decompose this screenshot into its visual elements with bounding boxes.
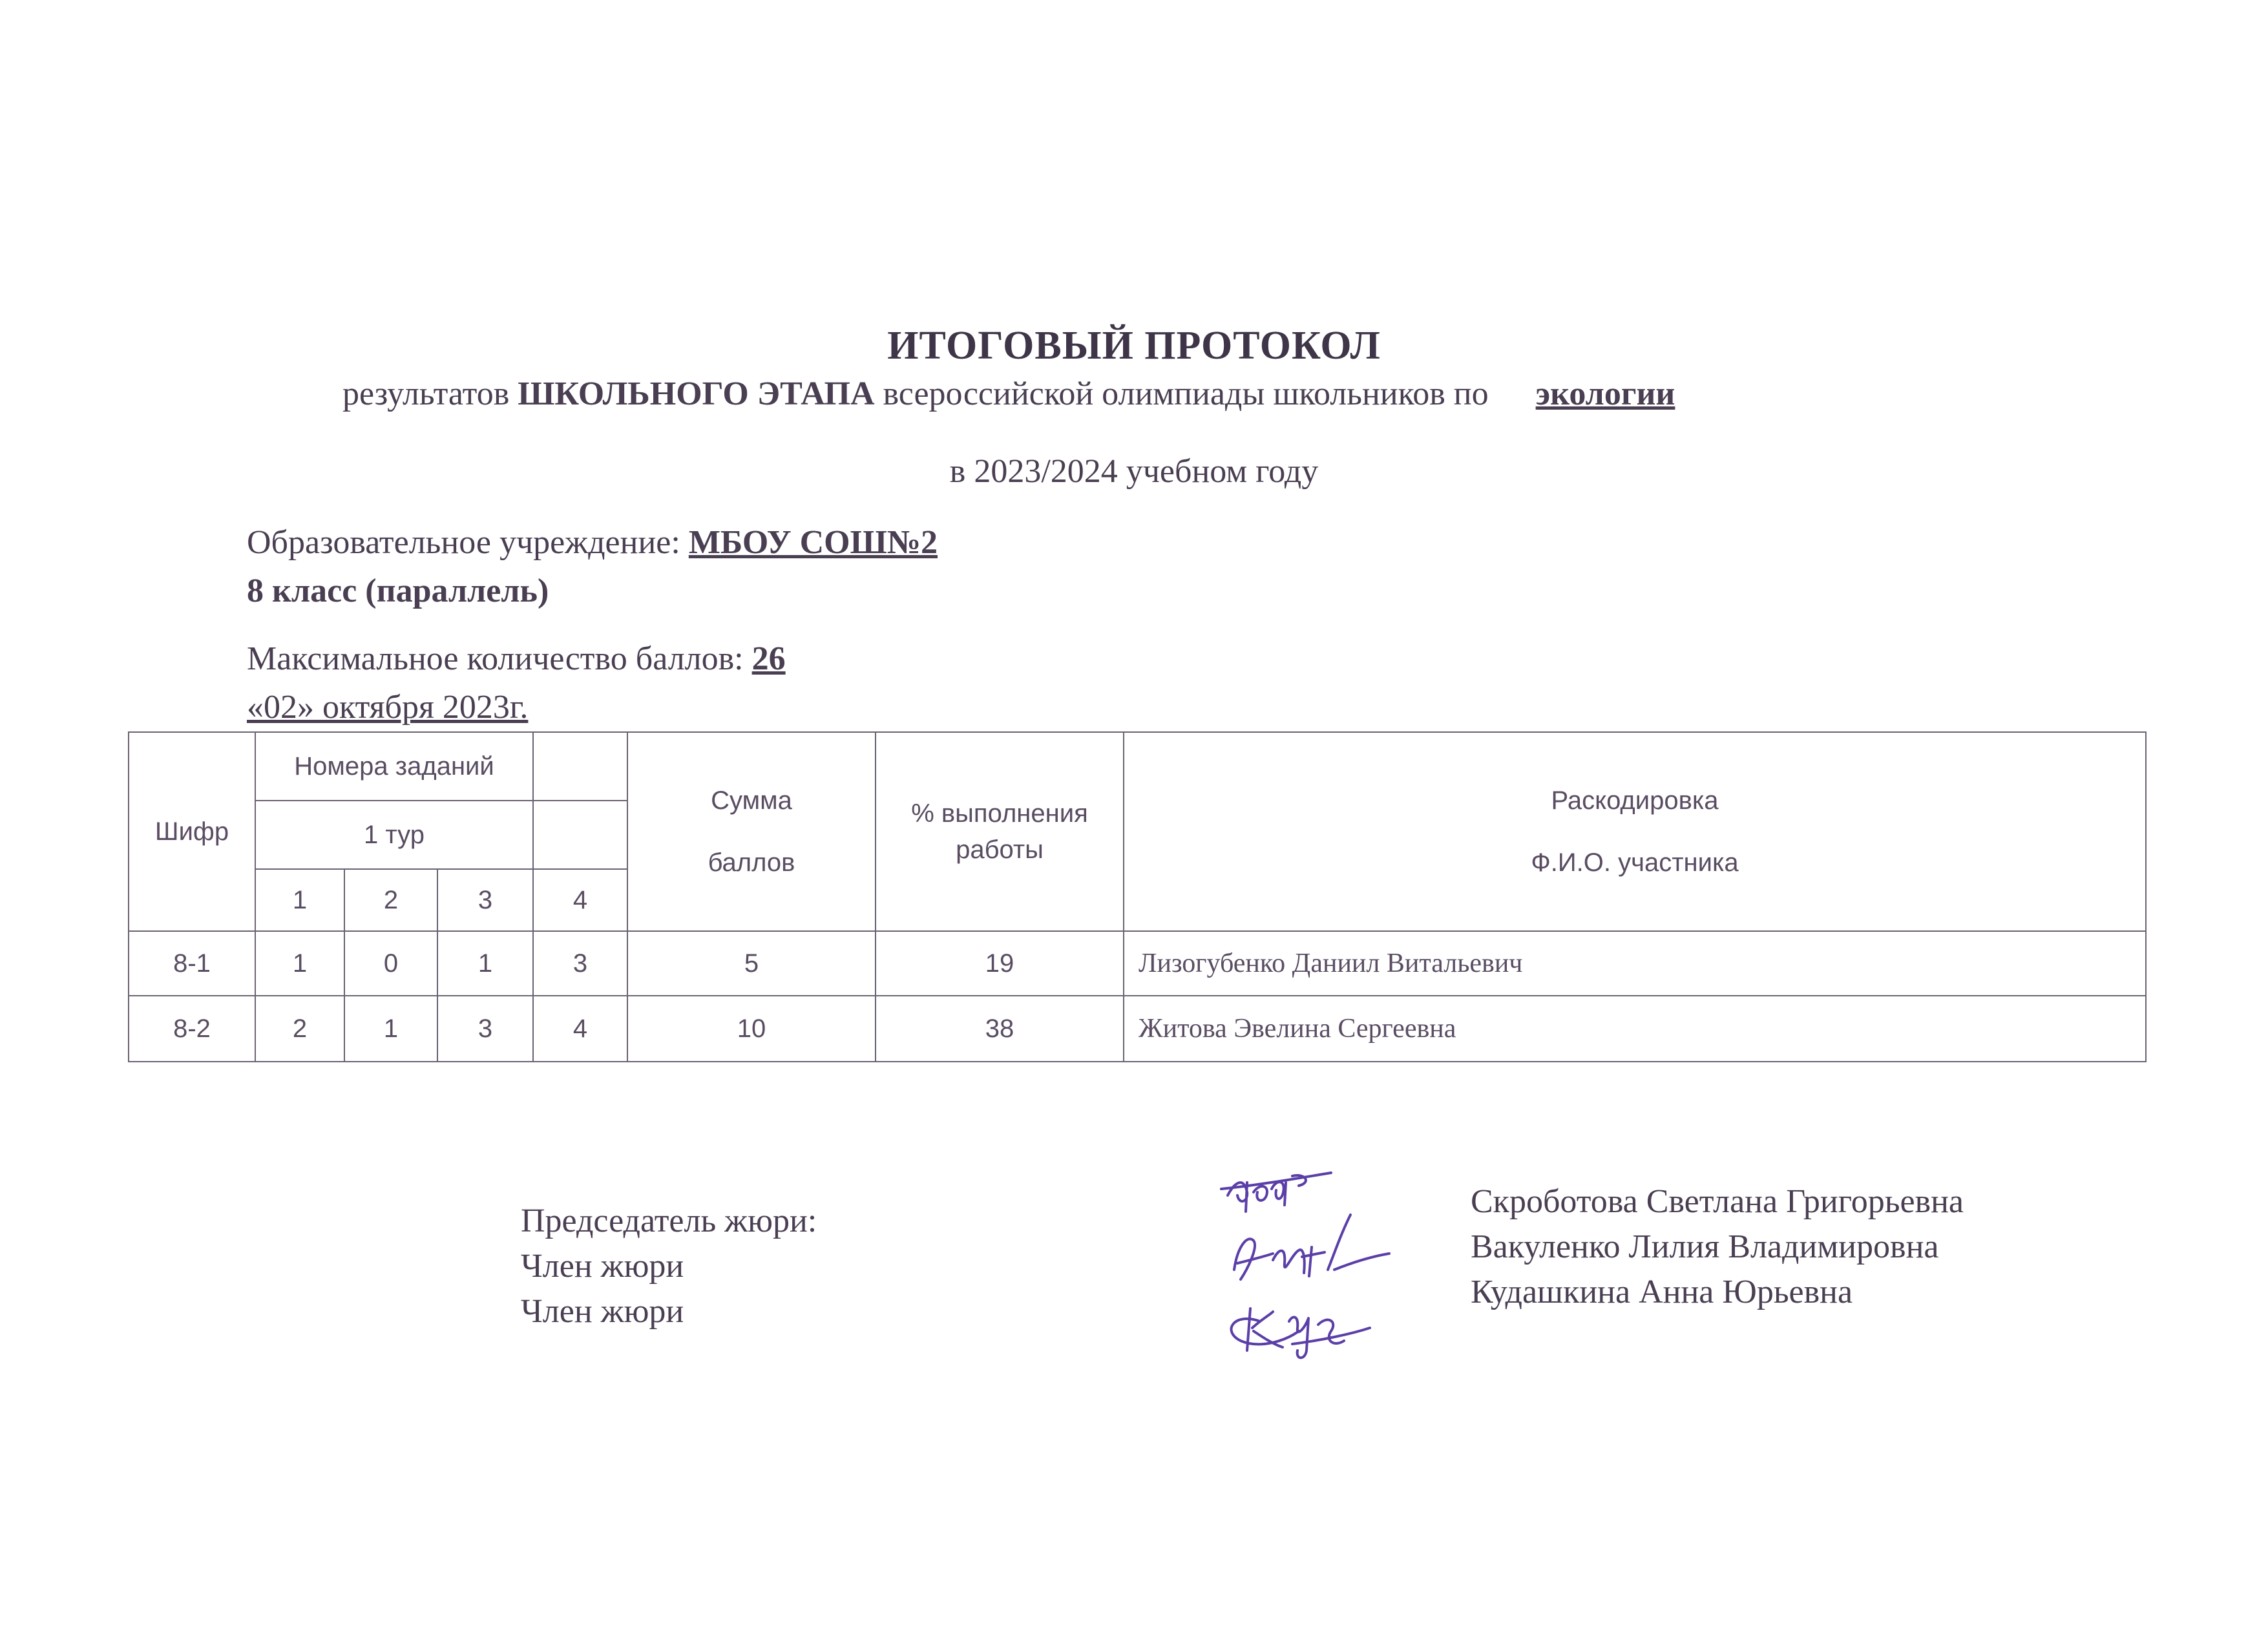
cell-task-2: 1: [344, 996, 437, 1062]
header-round: 1 тур: [255, 801, 533, 869]
header-percent-line1: % выполнения: [911, 799, 1088, 828]
cell-percent: 19: [876, 931, 1124, 996]
header-task-4: 4: [533, 869, 627, 931]
header-decode: [1124, 732, 2146, 931]
cell-percent: 38: [876, 996, 1124, 1062]
page-title: ИТОГОВЫЙ ПРОТОКОЛ: [887, 324, 1381, 368]
class-line: 8 класс (параллель): [247, 572, 549, 609]
header-task-3: 3: [437, 869, 533, 931]
jury-role-member-1: Член жюри: [521, 1248, 684, 1285]
cell-task-2: 0: [344, 931, 437, 996]
header-sum-line1: Сумма: [711, 786, 792, 815]
date-line: «02» октября 2023г.: [247, 689, 529, 726]
cell-task-1: 2: [255, 996, 344, 1062]
jury-role-chair: Председатель жюри:: [521, 1203, 817, 1239]
cell-task-4: 3: [533, 931, 627, 996]
cell-name: Житова Эвелина Сергеевна: [1124, 996, 2146, 1062]
academic-year: в 2023/2024 учебном году: [949, 453, 1319, 490]
subtitle: [342, 375, 1714, 413]
jury-name-member-1: Вакуленко Лилия Владимировна: [1471, 1228, 1939, 1265]
subject: экологии: [1535, 375, 1675, 412]
max-score-value: 26: [751, 640, 786, 677]
institution-label: Образовательное учреждение:: [247, 524, 689, 561]
subtitle-middle: всероссийской олимпиады школьников по: [874, 375, 1497, 412]
jury-name-chair: Скроботова Светлана Григорьевна: [1471, 1183, 1964, 1220]
jury-names: [1471, 1179, 1964, 1315]
cell-name: Лизогубенко Даниил Витальевич: [1124, 931, 2146, 996]
header-task-1: 1: [255, 869, 344, 931]
cell-sum: 5: [627, 931, 876, 996]
cell-task-3: 3: [437, 996, 533, 1062]
table-row: [129, 931, 2146, 996]
header-empty-1: [533, 732, 627, 801]
results-table: [128, 731, 2147, 1062]
subtitle-prefix: результатов: [342, 375, 518, 412]
cell-code: 8-2: [129, 996, 255, 1062]
jury-name-member-2: Кудашкина Анна Юрьевна: [1471, 1274, 1853, 1310]
header-task-2: 2: [344, 869, 437, 931]
cell-sum: 10: [627, 996, 876, 1062]
header-sum-line2: баллов: [708, 848, 795, 877]
jury-role-member-2: Член жюри: [521, 1293, 684, 1330]
header-decode-line2: Ф.И.О. участника: [1531, 848, 1739, 877]
jury-roles: [521, 1199, 817, 1334]
header-sum: [627, 732, 876, 931]
max-score-line: [247, 640, 786, 678]
header-percent: [876, 732, 1124, 931]
header-task-numbers: Номера заданий: [255, 732, 533, 801]
cell-code: 8-1: [129, 931, 255, 996]
table-row: [129, 996, 2146, 1062]
header-percent-line2: работы: [956, 835, 1044, 864]
header-decode-line1: Раскодировка: [1551, 786, 1719, 815]
cell-task-1: 1: [255, 931, 344, 996]
header-empty-2: [533, 801, 627, 869]
cell-task-3: 1: [437, 931, 533, 996]
institution-line: [247, 523, 938, 562]
max-score-label: Максимальное количество баллов:: [247, 640, 752, 677]
header-code: Шифр: [129, 732, 255, 931]
cell-task-4: 4: [533, 996, 627, 1062]
institution-value: МБОУ СОШ№2: [688, 524, 938, 561]
handwritten-signatures: [1215, 1157, 1434, 1363]
subtitle-stage: ШКОЛЬНОГО ЭТАПА: [518, 375, 875, 412]
